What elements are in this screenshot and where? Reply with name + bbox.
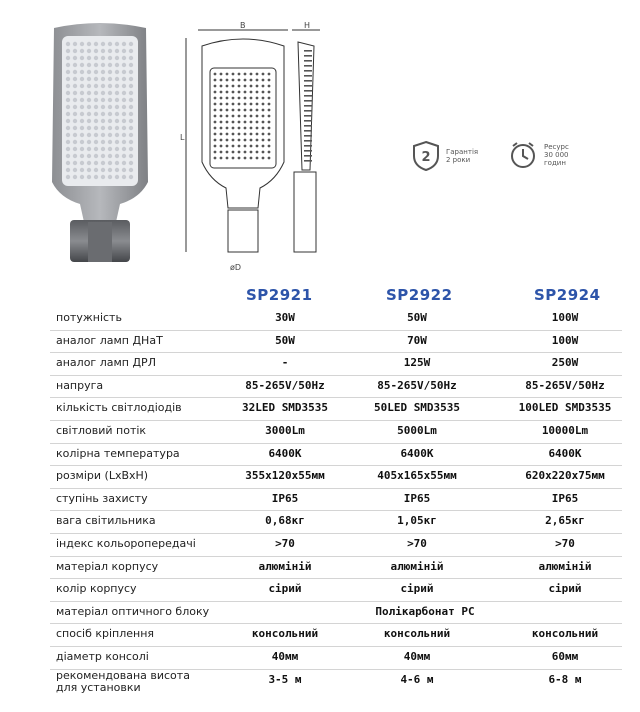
- row-label: аналог ламп ДНаТ: [56, 333, 163, 347]
- cell-value: 30W: [275, 311, 295, 324]
- cell-value: 3000Lm: [265, 424, 305, 437]
- model-sp2922: SP2922: [386, 286, 453, 304]
- row-label: матеріал оптичного блоку: [56, 604, 210, 618]
- table-row: [50, 601, 622, 625]
- cell-value: 50W: [275, 333, 295, 347]
- table-row: [50, 465, 622, 489]
- cell-value: алюміній: [258, 559, 312, 573]
- table-row: [50, 375, 622, 399]
- cell-value: 10000Lm: [541, 424, 589, 437]
- row-label: колірна температура: [56, 446, 180, 460]
- cell-value: 355x120x55мм: [245, 469, 325, 483]
- cell-value: сірий: [268, 582, 302, 596]
- cell-value: 3-5 м: [268, 672, 302, 686]
- row-label: спосіб кріплення: [56, 627, 155, 641]
- dim-d-label: øD: [230, 263, 242, 272]
- row-label: аналог ламп ДРЛ: [56, 356, 156, 370]
- cell-value: консольний: [383, 627, 451, 641]
- shield-2-icon: [412, 140, 440, 172]
- cell-value: 5000Lm: [397, 424, 437, 437]
- model-sp2924: SP2924: [534, 286, 601, 304]
- cell-value: консольний: [251, 627, 319, 641]
- cell-value: 405x165x55мм: [377, 469, 457, 483]
- street-lamp-photo: [40, 22, 160, 272]
- table-row: [50, 623, 622, 647]
- resource-badge: [508, 140, 569, 170]
- dim-h-label: H: [304, 21, 311, 30]
- table-row: [50, 556, 622, 580]
- feature-badges: [412, 140, 592, 184]
- table-row: [50, 533, 622, 557]
- cell-value: 4-6 м: [400, 672, 434, 686]
- table-row: [50, 488, 622, 512]
- cell-value: консольний: [531, 627, 599, 641]
- cell-value: >70: [555, 537, 575, 550]
- table-row: [50, 420, 622, 444]
- cell-value: 85-265V/50Hz: [525, 378, 605, 392]
- cell-value: 125W: [403, 356, 431, 370]
- cell-value: алюміній: [390, 559, 444, 573]
- table-row: [50, 443, 622, 467]
- cell-value: IP65: [551, 491, 579, 505]
- row-label: колір корпусу: [56, 582, 137, 596]
- cell-value: 100LED SMD3535: [518, 401, 612, 415]
- cell-value: IP65: [271, 491, 299, 505]
- cell-value: >70: [407, 537, 427, 550]
- cell-value: 40мм: [403, 650, 431, 663]
- table-row: [50, 352, 622, 376]
- cell-value: 6400K: [548, 446, 582, 460]
- cell-value: 50W: [407, 311, 427, 324]
- cell-value: сірий: [548, 582, 582, 596]
- cell-value: >70: [275, 537, 295, 550]
- table-row: [50, 646, 622, 670]
- cell-value: 2,65кг: [545, 514, 585, 528]
- cell-value: сірий: [400, 582, 434, 596]
- warranty-text: Гарантія 2 роки: [446, 148, 479, 164]
- cell-value: 40мм: [271, 650, 299, 663]
- row-label: напруга: [56, 378, 104, 392]
- svg-text:2: 2: [421, 150, 431, 165]
- cell-value: -: [281, 356, 289, 370]
- dim-l-label: L: [180, 133, 185, 142]
- cell-value: 250W: [551, 356, 579, 370]
- row-label: рекомендована висота для установки: [56, 668, 190, 694]
- row-label: світловий потік: [56, 424, 147, 437]
- row-label: діаметр консолі: [56, 650, 149, 663]
- cell-value: 0,68кг: [265, 514, 305, 528]
- cell-value: алюміній: [538, 559, 592, 573]
- dim-b-label: B: [240, 21, 246, 30]
- table-row: [50, 510, 622, 534]
- cell-value: 32LED SMD3535: [241, 401, 329, 415]
- cell-value: 1,05кг: [397, 514, 437, 528]
- table-row: [50, 330, 622, 354]
- cell-value: 6400K: [400, 446, 434, 460]
- cell-value: 70W: [407, 333, 427, 347]
- row-label: матеріал корпусу: [56, 559, 159, 573]
- table-row: [50, 397, 622, 421]
- cell-value: 60мм: [551, 650, 579, 663]
- cell-value-span: Полікарбонат PC: [375, 604, 475, 618]
- cell-value: 85-265V/50Hz: [377, 378, 457, 392]
- row-label: розміри (LxBxH): [56, 469, 149, 483]
- product-hero: [0, 0, 640, 290]
- cell-value: 85-265V/50Hz: [245, 378, 325, 392]
- row-label: кількість світлодіодів: [56, 401, 182, 415]
- cell-value: 620x220x75мм: [525, 469, 605, 483]
- cell-value: 50LED SMD3535: [373, 401, 461, 415]
- row-label: вага світильника: [56, 514, 156, 528]
- warranty-badge: [412, 140, 478, 172]
- cell-value: 100W: [551, 333, 579, 347]
- cell-value: 6-8 м: [548, 672, 582, 686]
- technical-drawing: [180, 20, 340, 280]
- cell-value: 100W: [551, 311, 579, 324]
- table-row: [50, 307, 622, 331]
- model-sp2921: SP2921: [246, 286, 313, 304]
- cell-value: IP65: [403, 491, 431, 505]
- cell-value: 6400K: [268, 446, 302, 460]
- resource-text: Ресурс 30 000 годин: [544, 143, 569, 167]
- table-row: [50, 578, 622, 602]
- table-row: [50, 669, 622, 699]
- row-label: індекс кольоропередачі: [56, 537, 196, 550]
- row-label: ступінь захисту: [56, 491, 148, 505]
- clock-icon: [508, 140, 538, 170]
- row-label: потужність: [56, 311, 122, 324]
